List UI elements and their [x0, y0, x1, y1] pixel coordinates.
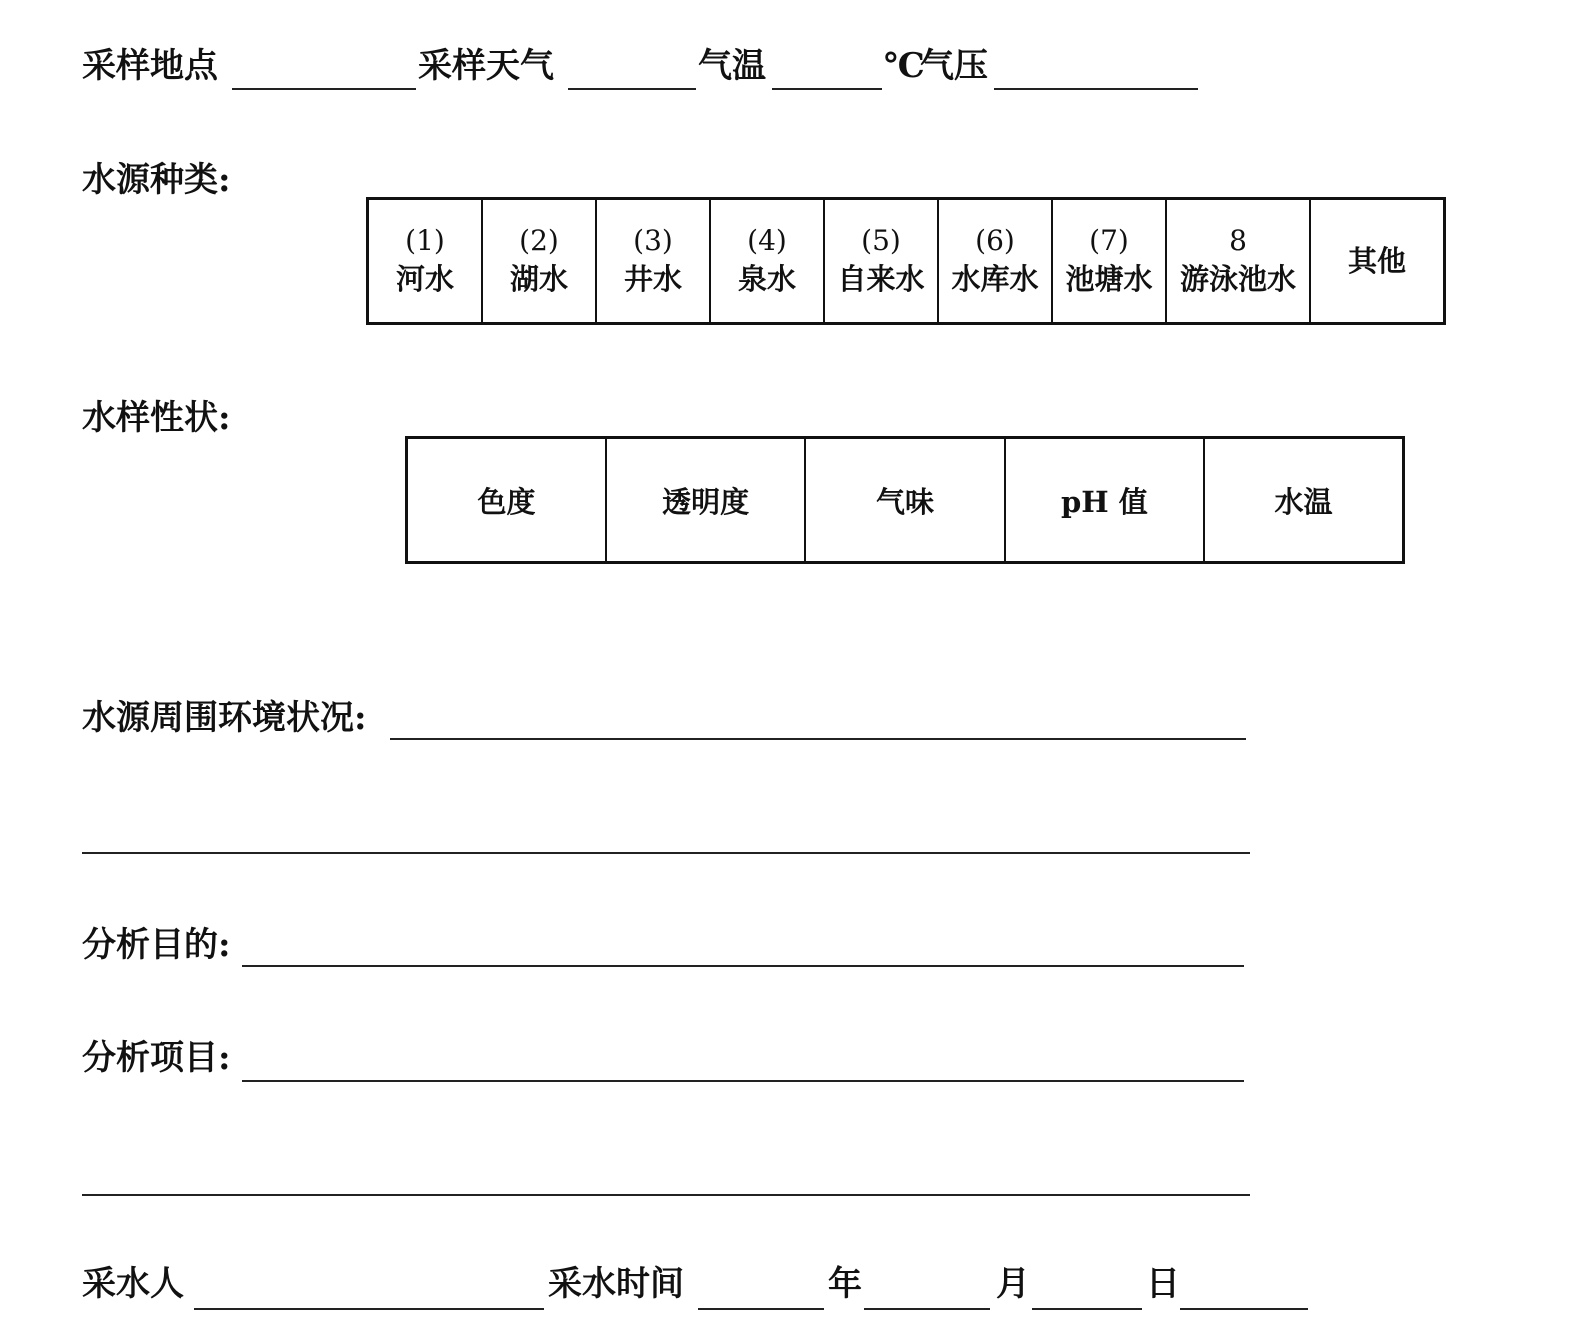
air-pressure-field[interactable]: [994, 88, 1198, 90]
source-type-name: 河水: [395, 262, 454, 296]
source-type-number: (2): [519, 224, 559, 257]
sampler-field[interactable]: [194, 1308, 544, 1310]
sampler-label: 采水人: [82, 1264, 184, 1304]
source-type-name: 池塘水: [1065, 262, 1153, 296]
source-type-number: (4): [747, 224, 787, 257]
source-type-number: (7): [1089, 224, 1129, 257]
analysis-items-field-line-2[interactable]: [82, 1194, 1250, 1196]
surrounding-environment-field-line-2[interactable]: [82, 852, 1250, 854]
column-header: 水温: [1274, 484, 1333, 519]
source-type-name: 游泳池水: [1179, 262, 1296, 296]
odor-cell[interactable]: [805, 438, 1004, 563]
sampling-time-label: 采水时间: [548, 1264, 684, 1304]
source-type-name: 湖水: [509, 262, 568, 296]
source-type-cell[interactable]: [596, 199, 710, 324]
surrounding-environment-field[interactable]: [390, 738, 1246, 740]
column-header: 透明度: [662, 484, 750, 519]
sample-characteristics-label: 水样性状:: [82, 398, 231, 438]
year-label: 年: [828, 1264, 862, 1304]
air-temperature-field[interactable]: [772, 88, 882, 90]
source-type-cell[interactable]: [824, 199, 938, 324]
year-field[interactable]: [698, 1308, 824, 1310]
analysis-purpose-field[interactable]: [242, 965, 1244, 967]
source-type-cell[interactable]: [710, 199, 824, 324]
analysis-purpose-label: 分析目的:: [82, 925, 231, 965]
sampling-weather-label: 采样天气: [418, 46, 554, 86]
water-source-type-table: [366, 197, 1446, 325]
color-degree-cell[interactable]: [407, 438, 606, 563]
air-temperature-label: 气温: [698, 46, 766, 86]
source-type-cell[interactable]: [482, 199, 596, 324]
column-header: 气味: [875, 484, 934, 519]
surrounding-environment-label: 水源周围环境状况:: [82, 698, 367, 738]
ph-value-cell[interactable]: [1005, 438, 1204, 563]
source-type-number: (6): [975, 224, 1015, 257]
column-header: pH 值: [1060, 484, 1148, 519]
day-label: 日: [1146, 1264, 1180, 1304]
source-type-number: (1): [405, 224, 445, 257]
source-type-other-label: 其他: [1347, 244, 1406, 278]
month-label: 月: [996, 1264, 1030, 1304]
source-type-other-cell[interactable]: [1310, 199, 1445, 324]
water-temperature-cell[interactable]: [1204, 438, 1403, 563]
source-type-cell[interactable]: [1052, 199, 1166, 324]
source-type-name: 自来水: [837, 262, 925, 296]
column-header: 色度: [477, 484, 536, 519]
source-type-number: (5): [861, 224, 901, 257]
source-type-name: 水库水: [951, 262, 1039, 296]
source-type-cell[interactable]: [368, 199, 483, 324]
analysis-items-field[interactable]: [242, 1080, 1244, 1082]
day-field[interactable]: [1032, 1308, 1142, 1310]
sampling-site-label: 采样地点: [82, 46, 218, 86]
source-type-name: 泉水: [737, 262, 796, 296]
sampling-site-field[interactable]: [232, 88, 416, 90]
water-source-type-label: 水源种类:: [82, 160, 231, 200]
source-type-number: (3): [633, 224, 673, 257]
source-type-number: 8: [1229, 224, 1247, 257]
month-field[interactable]: [864, 1308, 990, 1310]
analysis-items-label: 分析项目:: [82, 1038, 231, 1078]
source-type-name: 井水: [623, 262, 682, 296]
source-type-cell[interactable]: [938, 199, 1052, 324]
sample-characteristics-table: [405, 436, 1405, 564]
sampling-weather-field[interactable]: [568, 88, 696, 90]
transparency-cell[interactable]: [606, 438, 805, 563]
trailing-field[interactable]: [1180, 1308, 1308, 1310]
source-type-cell[interactable]: [1166, 199, 1310, 324]
celsius-unit: ℃: [884, 46, 925, 86]
air-pressure-label: 气压: [920, 46, 988, 86]
